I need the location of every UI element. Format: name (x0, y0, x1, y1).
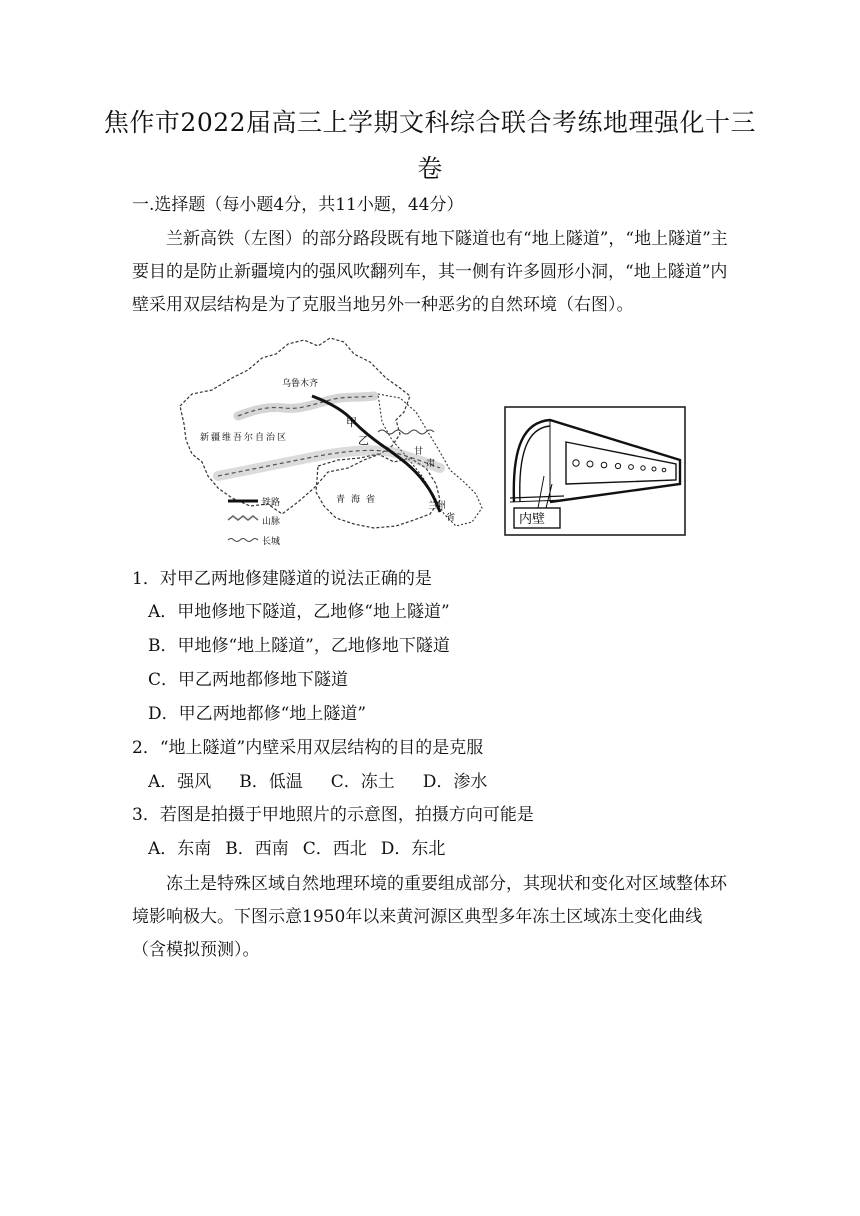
question-1-option-a: A．甲地修地下隧道，乙地修“地上隧道” (148, 602, 450, 622)
question-3-stem: 3．若图是拍摄于甲地照片的示意图，拍摄方向可能是 (132, 805, 534, 825)
question-1-option-d: D．甲乙两地都修“地上隧道” (148, 704, 367, 724)
question-3-option-c: C．西北 (302, 839, 367, 859)
question-2-options (148, 770, 515, 794)
label-su: 肃 (426, 459, 436, 469)
question-3-option-d: D．东北 (380, 839, 446, 859)
section-heading: 一.选择题（每小题4分，共11小题，44分） (132, 195, 464, 215)
question-2-option-c: C．冻土 (330, 772, 395, 792)
question-1-stem: 1．对甲乙两地修建隧道的说法正确的是 (132, 569, 432, 589)
tunnel-diagram-figure (504, 406, 686, 536)
question-3-option-b: B．西南 (225, 839, 289, 859)
label-lanzhou: 兰州 (428, 501, 447, 511)
label-gan: 甘 (414, 447, 424, 457)
question-2-stem: 2．“地上隧道”内壁采用双层结构的目的是克服 (132, 738, 484, 758)
permafrost-text: 冻土是特殊区域自然地理环境的重要组成部分，其现状和变化对区域整体环境影响极大。下图示意1950年以来黄河源区典型多年冻土区域冻土变化曲线（含模拟预测）。 (132, 874, 727, 960)
intro-paragraph (132, 223, 732, 322)
railway-map-figure (178, 336, 488, 554)
legend-mountain: 山脉 (262, 517, 281, 527)
question-1-option-c: C．甲乙两地都修地下隧道 (148, 670, 349, 690)
question-1-option-b: B．甲地修“地上隧道”，乙地修地下隧道 (148, 636, 450, 656)
question-2-option-d: D．渗水 (422, 772, 488, 792)
label-sheng: 省 (446, 513, 456, 523)
document-title: 焦作市2022届高三上学期文科综合联合考练地理强化十三卷 (103, 108, 757, 183)
label-jia: 甲 (346, 416, 357, 429)
label-xinjiang: 新疆维吾尔自治区 (200, 433, 289, 443)
label-urumqi: 乌鲁木齐 (282, 379, 319, 389)
legend-railway: 铁路 (262, 498, 281, 508)
question-3-option-a: A．东南 (148, 839, 212, 859)
question-3-options (148, 837, 459, 861)
label-yi: 乙 (358, 434, 369, 447)
label-inner-wall: 内壁 (519, 512, 546, 527)
label-qinghai: 青海省 (336, 495, 382, 505)
legend-great-wall: 长城 (262, 537, 281, 547)
question-2-option-a: A．强风 (148, 772, 212, 792)
intro-text: 兰新高铁（左图）的部分路段既有地下隧道也有“地上隧道”，“地上隧道”主要目的是防止新疆境内的强风吹翻列车，其一侧有许多圆形小洞，“地上隧道”内壁采用双层结构是为了克服当地另外一种恶劣的自然环境（右图）。 (132, 229, 728, 315)
question-2-option-b: B．低温 (239, 772, 303, 792)
permafrost-paragraph (132, 868, 732, 967)
